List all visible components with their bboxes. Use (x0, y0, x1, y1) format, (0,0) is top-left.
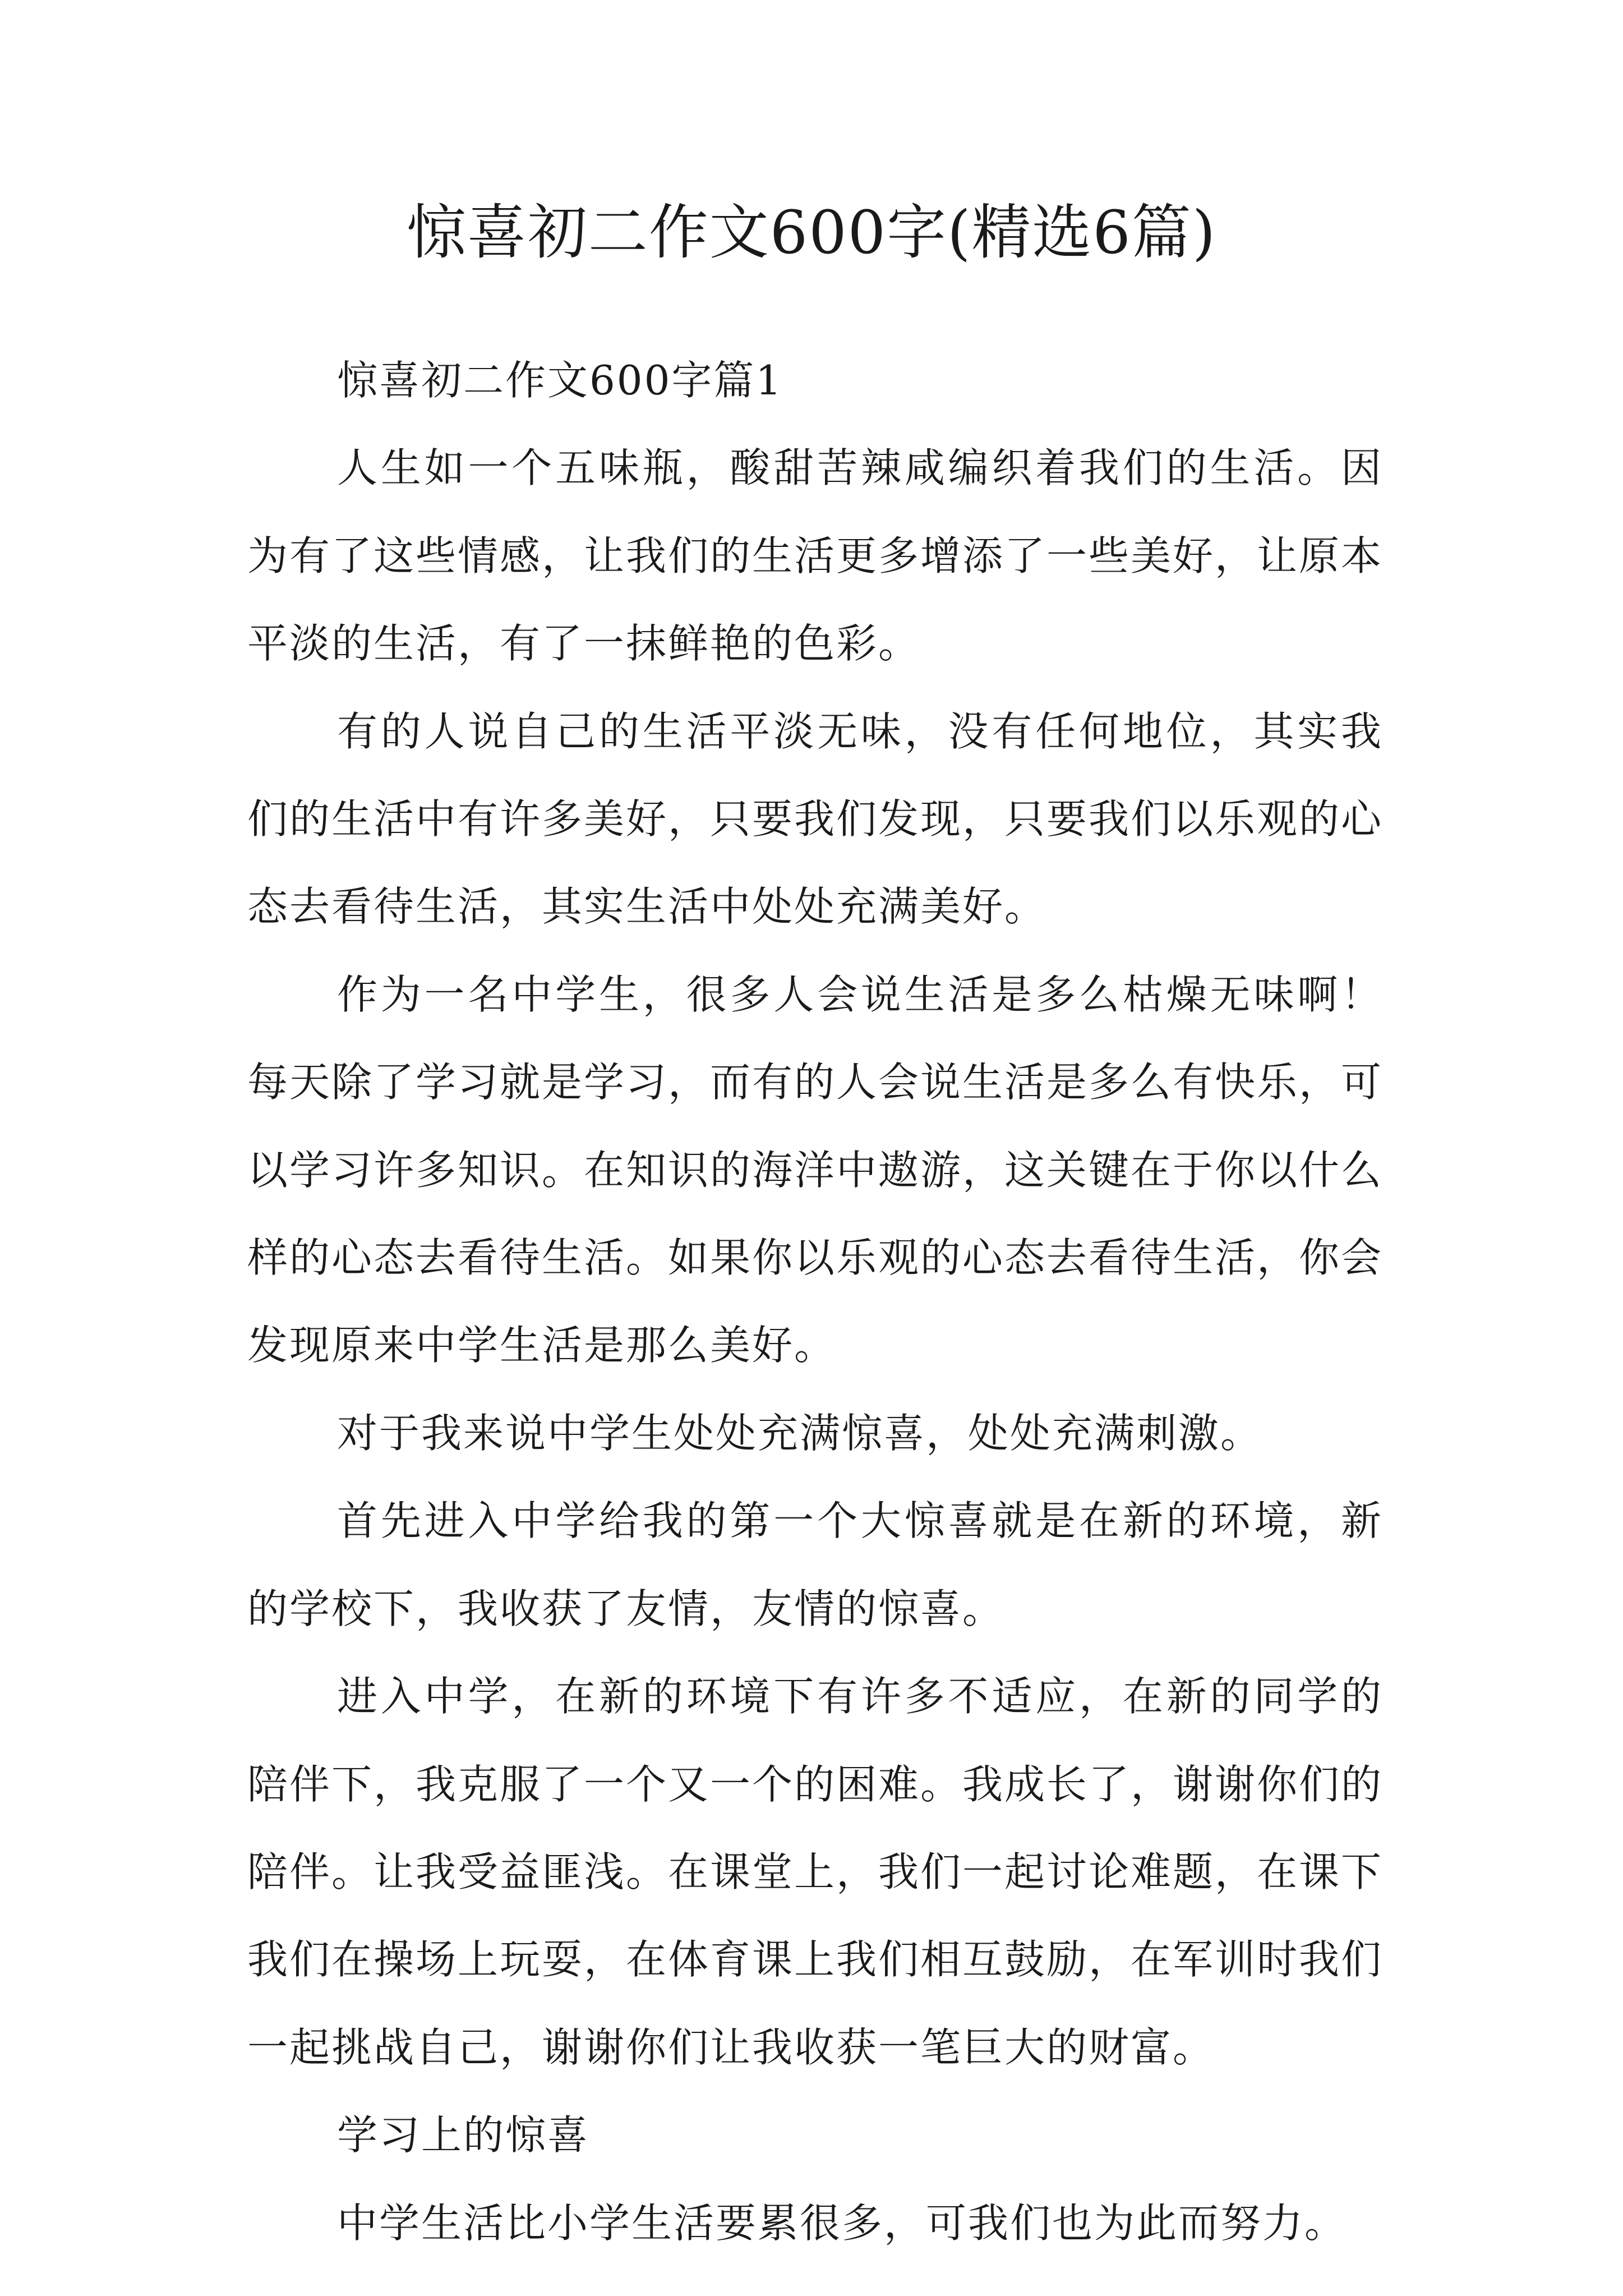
paragraph: 进入中学，在新的环境下有许多不适应，在新的同学的陪伴下，我克服了一个又一个的困难。我成长了，谢谢你们的陪伴。让我受益匪浅。在课堂上，我们一起讨论难题，在课下我们在操场上玩耍，在体育课上我们相互鼓励，在军训时我们一起挑战自己，谢谢你们让我收获一笔巨大的财富。 (247, 1673, 1384, 2071)
paragraph: 有的人说自己的生活平淡无味，没有任何地位，其实我们的生活中有许多美好，只要我们发现，只要我们以乐观的心态去看待生活，其实生活中处处充满美好。 (247, 707, 1384, 931)
paragraph: 对于我来说中学生处处充满惊喜，处处充满刺激。 (337, 1409, 1263, 1457)
paragraph: 首先进入中学给我的第一个大惊喜就是在新的环境，新的学校下，我收获了友情，友情的惊喜。 (247, 1497, 1383, 1632)
subheading: 学习上的惊喜 (337, 2111, 590, 2159)
document-title: 惊喜初二作文600字(精选6篇) (406, 198, 1217, 267)
paragraph: 作为一名中学生，很多人会说生活是多么枯燥无味啊！每天除了学习就是学习，而有的人会说生活是多么有快乐，可以学习许多知识。在知识的海洋中遨游，这关键在于你以什么样的心态去看待生活。如果你以乐观的心态去看待生活，你会发现原来中学生活是那么美好。 (247, 970, 1384, 1369)
paragraph: 人生如一个五味瓶，酸甜苦辣咸编织着我们的生活。因为有了这些情感，让我们的生活更多增添了一些美好，让原本平淡的生活，有了一抹鲜艳的色彩。 (247, 444, 1384, 668)
document-body (247, 337, 1383, 2267)
section-heading: 惊喜初二作文600字篇1 (337, 357, 783, 404)
paragraph: 中学生活比小学生活要累很多，可我们也为此而努力。 (337, 2199, 1347, 2247)
